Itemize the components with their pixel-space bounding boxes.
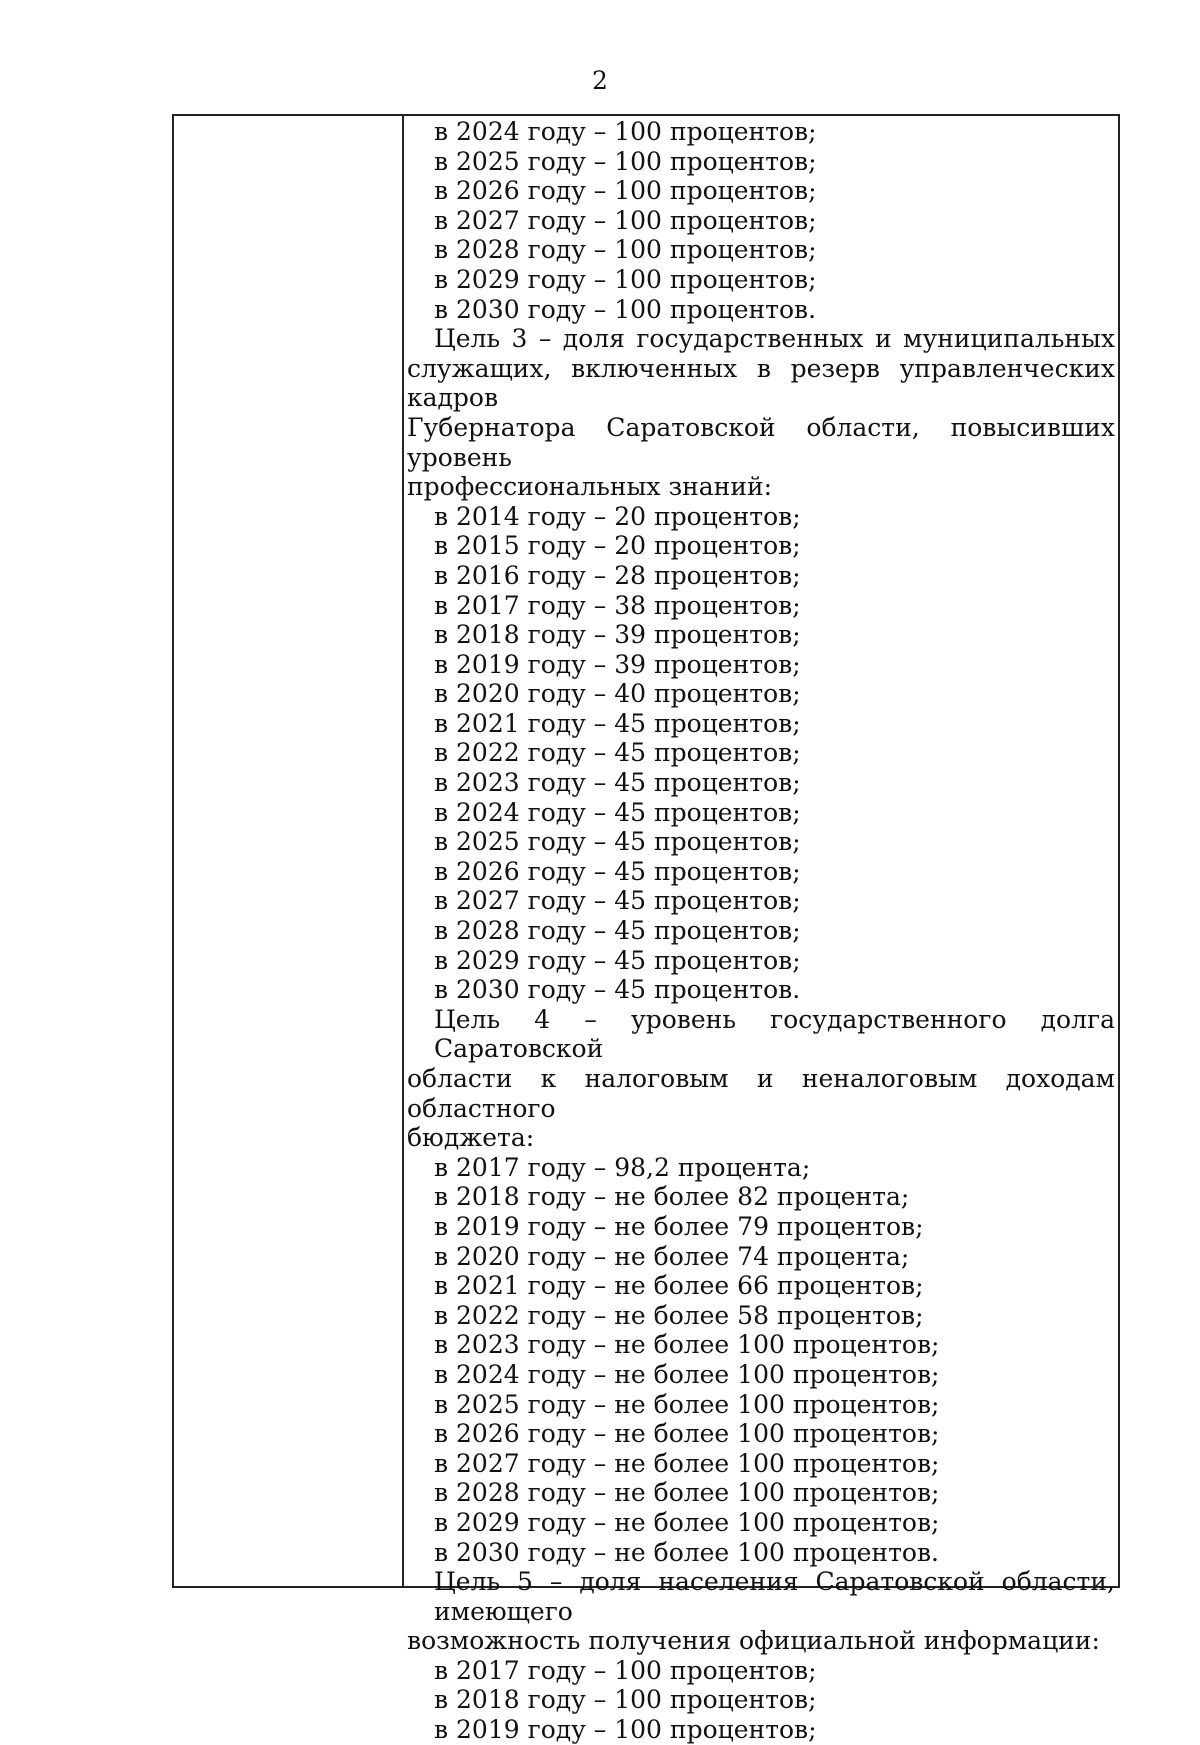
text-line: в 2014 году – 20 процентов; bbox=[434, 501, 801, 531]
text-line: возможность получения официальной информации: bbox=[407, 1626, 1100, 1656]
text-line: области к налоговым и неналоговым доходам областного bbox=[407, 1064, 1115, 1123]
text-line: Губернатора Саратовской области, повысивших уровень bbox=[407, 412, 1115, 472]
content-table bbox=[172, 114, 1120, 1745]
text-line: в 2025 году – не более 100 процентов; bbox=[434, 1389, 940, 1419]
text-line: в 2021 году – не более 66 процентов; bbox=[434, 1271, 924, 1301]
text-line: служащих, включенных в резерв управленческих кадров bbox=[407, 353, 1115, 413]
text-line: в 2022 году – 45 процентов; bbox=[434, 738, 801, 768]
text-line: в 2020 году – 40 процентов; bbox=[434, 679, 801, 709]
text-line: в 2017 году – 100 процентов; bbox=[434, 1655, 817, 1685]
text-line: в 2025 году – 45 процентов; bbox=[434, 827, 801, 857]
table-right-column bbox=[404, 116, 1118, 1745]
text-line: в 2023 году – не более 100 процентов; bbox=[434, 1330, 940, 1360]
text-line: в 2018 году – не более 82 процента; bbox=[434, 1182, 910, 1212]
text-line: в 2027 году – 100 процентов; bbox=[434, 205, 817, 235]
text-line: в 2019 году – не более 79 процентов; bbox=[434, 1211, 924, 1241]
text-line: в 2025 году – 100 процентов; bbox=[434, 146, 817, 176]
text-line: в 2027 году – не более 100 процентов; bbox=[434, 1448, 940, 1478]
text-line: в 2029 году – 100 процентов; bbox=[434, 264, 817, 294]
table-left-column bbox=[174, 116, 404, 1586]
text-line: в 2026 году – не более 100 процентов; bbox=[434, 1419, 940, 1449]
text-line: в 2019 году – 39 процентов; bbox=[434, 649, 801, 679]
text-line: в 2030 году – не более 100 процентов. bbox=[434, 1537, 939, 1567]
text-line: в 2029 году – не более 100 процентов; bbox=[434, 1507, 940, 1537]
text-line: в 2021 году – 45 процентов; bbox=[434, 708, 801, 738]
text-line: в 2030 году – 45 процентов. bbox=[434, 975, 801, 1005]
text-line: в 2030 году – 100 процентов. bbox=[434, 294, 817, 324]
text-line: Цель 4 – уровень государственного долга Саратовской bbox=[434, 1004, 1115, 1064]
text-line: в 2028 году – 45 процентов; bbox=[434, 916, 801, 946]
text-line: в 2027 году – 45 процентов; bbox=[434, 886, 801, 916]
text-line: бюджета: bbox=[407, 1123, 535, 1153]
text-line: в 2017 году – 38 процентов; bbox=[434, 590, 801, 620]
text-line: в 2022 году – не более 58 процентов; bbox=[434, 1300, 924, 1330]
text-line: в 2029 году – 45 процентов; bbox=[434, 945, 801, 975]
text-line: в 2026 году – 45 процентов; bbox=[434, 856, 801, 886]
text-line: в 2026 году – 100 процентов; bbox=[434, 176, 817, 206]
text-line: в 2019 году – 100 процентов; bbox=[434, 1715, 817, 1745]
text-line: в 2015 году – 20 процентов; bbox=[434, 531, 801, 561]
text-line: в 2024 году – не более 100 процентов; bbox=[434, 1359, 940, 1389]
text-line: Цель 3 – доля государственных и муниципальных bbox=[434, 324, 1115, 354]
text-line: профессиональных знаний: bbox=[407, 472, 773, 502]
text-line: в 2024 году – 45 процентов; bbox=[434, 797, 801, 827]
text-line: в 2017 году – 98,2 процента; bbox=[434, 1152, 811, 1182]
text-line: в 2028 году – не более 100 процентов; bbox=[434, 1478, 940, 1508]
text-line: в 2023 году – 45 процентов; bbox=[434, 768, 801, 798]
text-line: в 2024 году – 100 процентов; bbox=[434, 117, 817, 146]
text-line: в 2018 году – 39 процентов; bbox=[434, 620, 801, 650]
text-line: в 2018 году – 100 процентов; bbox=[434, 1685, 817, 1715]
page-number: 2 bbox=[592, 66, 608, 95]
text-line: в 2020 году – не более 74 процента; bbox=[434, 1241, 910, 1271]
text-line: Цель 5 – доля населения Саратовской области, имеющего bbox=[434, 1567, 1115, 1626]
text-line: в 2016 году – 28 процентов; bbox=[434, 560, 801, 590]
text-line: в 2028 году – 100 процентов; bbox=[434, 235, 817, 265]
